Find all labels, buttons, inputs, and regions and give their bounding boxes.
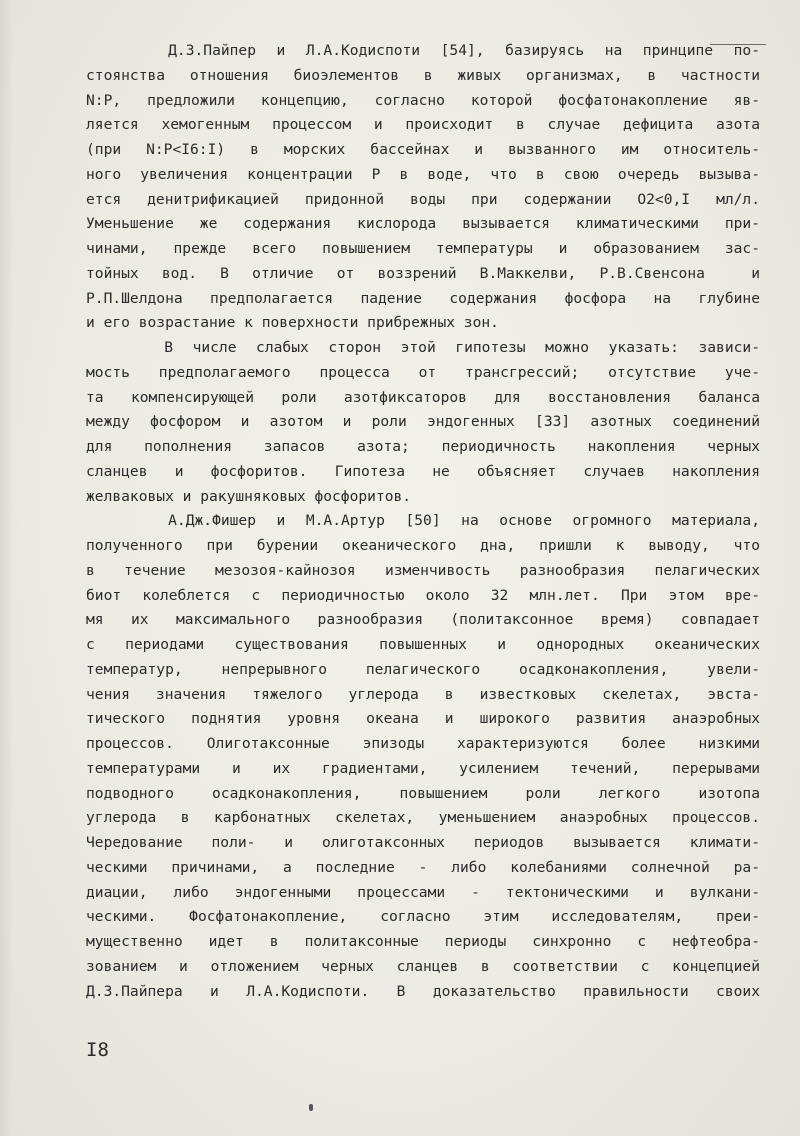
- page-edge-shadow: [0, 0, 14, 1136]
- text-line: ного увеличения концентрации P в воде, что в свою очередь вызыва-: [86, 165, 760, 183]
- text-line: N:P, предложили концепцию, согласно которой фосфатонакопление яв-: [86, 91, 760, 109]
- text-line: температур, непрерывного пелагического осадконакопления, увели-: [86, 660, 760, 678]
- text-line: чинами, прежде всего повышением температуры и образованием зас-: [86, 240, 760, 257]
- text-line: в течение мезозоя-кайнозоя изменчивость разнообразия пелагических: [86, 561, 760, 579]
- text-line: между фосфором и азотом и роли эндогенных [33] азотных соединений: [86, 413, 760, 431]
- text-line: мущественно идет в политаксонные периоды синхронно с нефтеобра-: [86, 933, 760, 950]
- text-line: с периодами существования повышенных и однородных океанических: [86, 636, 760, 653]
- text-line: ческими причинами, а последние - либо колебаниями солнечной ра-: [86, 858, 760, 876]
- text-line: ляется хемогенным процессом и происходит в случае дефицита азота: [86, 116, 760, 134]
- text-line: углерода в карбонатных скелетах, уменьшением анаэробных процессов.: [86, 809, 760, 827]
- page-number: I8: [86, 1039, 109, 1061]
- text-line: мость предполагаемого процесса от трансгрессий; отсутствие уче-: [86, 363, 760, 381]
- text-line: стоянства отношения биоэлементов в живых организмах, в частности: [86, 66, 760, 84]
- text-line: биот колеблется с периодичностью около 32 млн.лет. При этом вре-: [86, 586, 760, 604]
- text-line: (при N:P<I6:I) в морских бассейнах и вызванного им относитель-: [86, 141, 760, 158]
- text-line: процессов. Олиготаксонные эпизоды характеризуются более низкими: [86, 735, 760, 752]
- text-line: чения значения тяжелого углерода в известковых скелетах, эвста-: [86, 685, 760, 703]
- text-line: диации, либо эндогенными процессами - тектоническими и вулкани-: [86, 883, 760, 901]
- text-line: температурами и их градиентами, усилением течений, перерывами: [86, 759, 760, 777]
- text-line: Р.П.Шелдона предполагается падение содержания фосфора на глубине: [86, 289, 760, 307]
- text-line: подводного осадконакопления, повышением роли легкого изотопа: [86, 784, 760, 802]
- text-line: мя их максимального разнообразия (политаксонное время) совпадает: [86, 611, 760, 629]
- text-line: и его возрастание к поверхности прибрежных зон.: [86, 314, 499, 332]
- text-line: А.Дж.Фишер и М.А.Артур [50] на основе огромного материала,: [86, 512, 760, 530]
- text-line: Д.З.Пайпер и Л.А.Кодиспоти [54], базируясь на принципе по-: [86, 42, 760, 59]
- text-line: та компенсирующей роли азотфиксаторов для восстановления баланса: [86, 388, 760, 406]
- text-line: тойных вод. В отличие от воззрений В.Маккелви, Р.В.Свенсона и: [86, 264, 760, 282]
- text-line: Д.З.Пайпера и Л.А.Кодиспоти. В доказательство правильности своих: [86, 982, 760, 1000]
- text-line: для пополнения запасов азота; периодичность накопления черных: [86, 438, 760, 455]
- text-line: ется денитрификацией придонной воды при содержании O2<0,I мл/л.: [86, 190, 760, 208]
- body-text: [86, 39, 760, 1004]
- text-line: желваковых и ракушняковых фосфоритов.: [86, 487, 412, 505]
- text-line: зованием и отложением черных сланцев в соответствии с концепцией: [86, 957, 760, 975]
- text-line: В числе слабых сторон этой гипотезы можно указать: зависи-: [86, 339, 760, 356]
- text-line: ческими. Фосфатонакопление, согласно этим исследователям, преи-: [86, 908, 760, 926]
- text-line: Уменьшение же содержания кислорода вызывается климатическими при-: [86, 215, 760, 233]
- text-line: полученного при бурении океанического дна, пришли к выводу, что: [86, 537, 760, 554]
- text-line: тического поднятия уровня океана и широкого развития анаэробных: [86, 710, 760, 728]
- text-line: сланцев и фосфоритов. Гипотеза не объясняет случаев накопления: [86, 462, 760, 480]
- text-line: Чередование поли- и олиготаксонных периодов вызывается климати-: [86, 834, 760, 851]
- paper-speck: [309, 1104, 313, 1111]
